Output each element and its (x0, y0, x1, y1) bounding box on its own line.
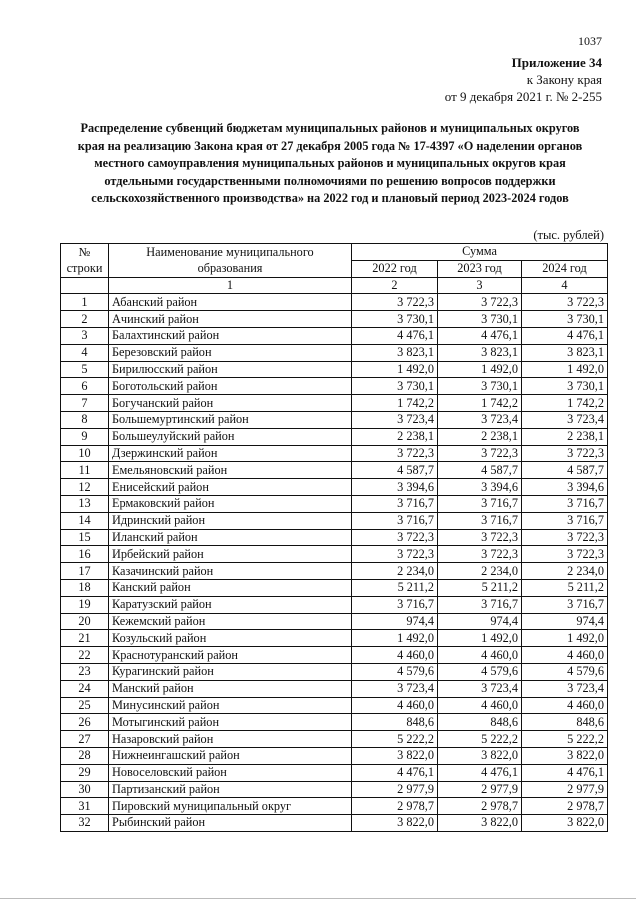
row-number-cell: 15 (61, 529, 109, 546)
amount-2022-cell: 3 723,4 (352, 411, 438, 428)
district-name-cell: Рыбинский район (109, 815, 352, 832)
amount-2024-cell: 4 579,6 (522, 663, 608, 680)
table-row (61, 311, 608, 328)
row-number-cell: 28 (61, 747, 109, 764)
row-number-cell: 13 (61, 495, 109, 512)
amount-2024-cell: 974,4 (522, 613, 608, 630)
amount-2024-cell: 3 722,3 (522, 294, 608, 311)
amount-2022-cell: 3 716,7 (352, 596, 438, 613)
district-name-cell: Кежемский район (109, 613, 352, 630)
amount-2024-cell: 3 730,1 (522, 311, 608, 328)
district-name-cell: Минусинский район (109, 697, 352, 714)
row-number-cell: 32 (61, 815, 109, 832)
amount-2024-cell: 1 492,0 (522, 630, 608, 647)
amount-2023-cell: 2 234,0 (438, 563, 522, 580)
amount-2022-cell: 2 977,9 (352, 781, 438, 798)
table-row (61, 395, 608, 412)
row-number-cell: 21 (61, 630, 109, 647)
amount-2024-cell: 3 722,3 (522, 445, 608, 462)
header-col-index (61, 277, 109, 294)
row-number-cell: 11 (61, 462, 109, 479)
appendix-title: Приложение 34 (511, 55, 602, 70)
amount-2024-cell: 4 476,1 (522, 764, 608, 781)
amount-2022-cell: 2 238,1 (352, 428, 438, 445)
amount-2023-cell: 4 476,1 (438, 327, 522, 344)
district-name-cell: Бирилюсский район (109, 361, 352, 378)
table-row (61, 697, 608, 714)
row-number-cell: 22 (61, 647, 109, 664)
header-no-symbol: № (78, 245, 91, 260)
header-sum: Сумма (352, 244, 608, 261)
amount-2023-cell: 4 460,0 (438, 697, 522, 714)
amount-2023-cell: 4 476,1 (438, 764, 522, 781)
amount-2024-cell: 3 823,1 (522, 344, 608, 361)
amount-2023-cell: 5 222,2 (438, 731, 522, 748)
district-name-cell: Пировский муниципальный округ (109, 798, 352, 815)
amount-2023-cell: 2 978,7 (438, 798, 522, 815)
row-number-cell: 27 (61, 731, 109, 748)
table-row (61, 781, 608, 798)
table-row (61, 495, 608, 512)
amount-2024-cell: 3 394,6 (522, 479, 608, 496)
district-name-cell: Дзержинский район (109, 445, 352, 462)
row-number-cell: 30 (61, 781, 109, 798)
amount-2024-cell: 2 977,9 (522, 781, 608, 798)
amount-2023-cell: 3 716,7 (438, 495, 522, 512)
district-name-cell: Манский район (109, 680, 352, 697)
amount-2022-cell: 5 222,2 (352, 731, 438, 748)
amount-2022-cell: 3 730,1 (352, 378, 438, 395)
amount-2022-cell: 2 978,7 (352, 798, 438, 815)
table-row (61, 563, 608, 580)
appendix-law: к Закону края (526, 72, 602, 87)
header-name (109, 244, 352, 278)
amount-2024-cell: 4 460,0 (522, 697, 608, 714)
amount-2024-cell: 848,6 (522, 714, 608, 731)
row-number-cell: 4 (61, 344, 109, 361)
amount-2024-cell: 5 222,2 (522, 731, 608, 748)
amount-2023-cell: 4 460,0 (438, 647, 522, 664)
amount-2022-cell: 3 722,3 (352, 294, 438, 311)
row-number-cell: 10 (61, 445, 109, 462)
amount-2022-cell: 4 579,6 (352, 663, 438, 680)
amount-2022-cell: 3 730,1 (352, 311, 438, 328)
row-number-cell: 6 (61, 378, 109, 395)
amount-2022-cell: 4 460,0 (352, 697, 438, 714)
table-row (61, 731, 608, 748)
table-row (61, 462, 608, 479)
header-year-2024: 2024 год (522, 260, 608, 277)
amount-2024-cell: 4 476,1 (522, 327, 608, 344)
row-number-cell: 1 (61, 294, 109, 311)
district-name-cell: Новоселовский район (109, 764, 352, 781)
row-number-cell: 8 (61, 411, 109, 428)
header-col-1: 1 (109, 277, 352, 294)
district-name-cell: Балахтинский район (109, 327, 352, 344)
row-number-cell: 20 (61, 613, 109, 630)
amount-2023-cell: 2 238,1 (438, 428, 522, 445)
amount-2024-cell: 3 722,3 (522, 546, 608, 563)
row-number-cell: 25 (61, 697, 109, 714)
amount-2022-cell: 3 722,3 (352, 546, 438, 563)
amount-2024-cell: 3 716,7 (522, 495, 608, 512)
row-number-cell: 9 (61, 428, 109, 445)
amount-2024-cell: 3 730,1 (522, 378, 608, 395)
amount-2024-cell: 3 822,0 (522, 815, 608, 832)
row-number-cell: 26 (61, 714, 109, 731)
header-col-4: 4 (522, 277, 608, 294)
district-name-cell: Канский район (109, 579, 352, 596)
amount-2023-cell: 3 716,7 (438, 596, 522, 613)
title-line: местного самоуправления муниципальных районов и муниципальных округов края (94, 156, 566, 170)
amount-2022-cell: 3 822,0 (352, 815, 438, 832)
amount-2022-cell: 848,6 (352, 714, 438, 731)
table-row (61, 714, 608, 731)
header-name-line2: образования (197, 261, 263, 276)
appendix-block (445, 54, 602, 105)
table-row (61, 546, 608, 563)
row-number-cell: 14 (61, 512, 109, 529)
district-name-cell: Ачинский район (109, 311, 352, 328)
amount-2023-cell: 3 822,0 (438, 815, 522, 832)
amount-2024-cell: 2 238,1 (522, 428, 608, 445)
page-number: 1037 (578, 34, 602, 48)
table-row (61, 529, 608, 546)
header-col-2: 2 (352, 277, 438, 294)
amount-2024-cell: 2 234,0 (522, 563, 608, 580)
table-body (61, 294, 608, 832)
amount-2022-cell: 1 492,0 (352, 361, 438, 378)
table-row (61, 663, 608, 680)
amount-2022-cell: 4 587,7 (352, 462, 438, 479)
amount-2022-cell: 5 211,2 (352, 579, 438, 596)
district-name-cell: Краснотуранский район (109, 647, 352, 664)
amount-2023-cell: 3 723,4 (438, 411, 522, 428)
title-line: Распределение субвенций бюджетам муниципальных районов и муниципальных округов (80, 121, 580, 135)
amount-2024-cell: 3 822,0 (522, 747, 608, 764)
table-row (61, 361, 608, 378)
amount-2022-cell: 3 722,3 (352, 529, 438, 546)
header-name-line1: Наименование муниципального (146, 245, 314, 260)
district-name-cell: Емельяновский район (109, 462, 352, 479)
amount-2023-cell: 3 730,1 (438, 378, 522, 395)
header-year-2022: 2022 год (352, 260, 438, 277)
row-number-cell: 19 (61, 596, 109, 613)
district-name-cell: Нижнеингашский район (109, 747, 352, 764)
amount-2024-cell: 3 722,3 (522, 529, 608, 546)
amount-2023-cell: 974,4 (438, 613, 522, 630)
district-name-cell: Ермаковский район (109, 495, 352, 512)
table-row (61, 764, 608, 781)
amount-2023-cell: 5 211,2 (438, 579, 522, 596)
row-number-cell: 31 (61, 798, 109, 815)
amount-2024-cell: 5 211,2 (522, 579, 608, 596)
district-name-cell: Иланский район (109, 529, 352, 546)
district-name-cell: Ирбейский район (109, 546, 352, 563)
table-row (61, 579, 608, 596)
row-number-cell: 2 (61, 311, 109, 328)
amount-2023-cell: 3 723,4 (438, 680, 522, 697)
amount-2022-cell: 3 716,7 (352, 495, 438, 512)
district-name-cell: Абанский район (109, 294, 352, 311)
table-row (61, 680, 608, 697)
amount-2022-cell: 3 823,1 (352, 344, 438, 361)
table-row (61, 596, 608, 613)
district-name-cell: Каратузский район (109, 596, 352, 613)
amount-2022-cell: 3 716,7 (352, 512, 438, 529)
row-number-cell: 16 (61, 546, 109, 563)
amount-2022-cell: 3 722,3 (352, 445, 438, 462)
amount-2023-cell: 4 579,6 (438, 663, 522, 680)
table-row (61, 344, 608, 361)
amount-2024-cell: 3 723,4 (522, 680, 608, 697)
district-name-cell: Идринский район (109, 512, 352, 529)
amount-2023-cell: 3 722,3 (438, 445, 522, 462)
table-row (61, 378, 608, 395)
header-col-3: 3 (438, 277, 522, 294)
header-no-label: строки (66, 261, 103, 276)
amount-2022-cell: 974,4 (352, 613, 438, 630)
table-row (61, 294, 608, 311)
amount-2022-cell: 4 460,0 (352, 647, 438, 664)
table-row (61, 613, 608, 630)
units-label: (тыс. рублей) (533, 228, 604, 242)
amount-2023-cell: 3 730,1 (438, 311, 522, 328)
amount-2023-cell: 3 822,0 (438, 747, 522, 764)
amount-2024-cell: 3 716,7 (522, 596, 608, 613)
amount-2023-cell: 2 977,9 (438, 781, 522, 798)
district-name-cell: Большемуртинский район (109, 411, 352, 428)
table-row (61, 479, 608, 496)
amount-2023-cell: 4 587,7 (438, 462, 522, 479)
district-name-cell: Казачинский район (109, 563, 352, 580)
amount-2024-cell: 3 716,7 (522, 512, 608, 529)
table-row (61, 747, 608, 764)
amount-2023-cell: 848,6 (438, 714, 522, 731)
district-name-cell: Партизанский район (109, 781, 352, 798)
title-line: отдельными государственными полномочиями по решению вопросов поддержки (104, 173, 556, 188)
district-name-cell: Богучанский район (109, 395, 352, 412)
row-number-cell: 17 (61, 563, 109, 580)
table-row (61, 445, 608, 462)
district-name-cell: Курагинский район (109, 663, 352, 680)
header-row-number (61, 244, 109, 278)
district-name-cell: Козульский район (109, 630, 352, 647)
row-number-cell: 7 (61, 395, 109, 412)
row-number-cell: 5 (61, 361, 109, 378)
row-number-cell: 12 (61, 479, 109, 496)
amount-2022-cell: 3 723,4 (352, 680, 438, 697)
district-name-cell: Назаровский район (109, 731, 352, 748)
amount-2023-cell: 1 742,2 (438, 395, 522, 412)
row-number-cell: 29 (61, 764, 109, 781)
amount-2023-cell: 3 823,1 (438, 344, 522, 361)
district-name-cell: Березовский район (109, 344, 352, 361)
amount-2022-cell: 4 476,1 (352, 327, 438, 344)
amount-2024-cell: 1 742,2 (522, 395, 608, 412)
district-name-cell: Енисейский район (109, 479, 352, 496)
row-number-cell: 3 (61, 327, 109, 344)
table-row (61, 798, 608, 815)
row-number-cell: 18 (61, 579, 109, 596)
subsidy-table (60, 243, 608, 832)
amount-2022-cell: 1 742,2 (352, 395, 438, 412)
amount-2024-cell: 4 460,0 (522, 647, 608, 664)
amount-2023-cell: 3 722,3 (438, 529, 522, 546)
table-row (61, 815, 608, 832)
district-name-cell: Боготольский район (109, 378, 352, 395)
amount-2023-cell: 3 716,7 (438, 512, 522, 529)
amount-2022-cell: 2 234,0 (352, 563, 438, 580)
amount-2022-cell: 3 822,0 (352, 747, 438, 764)
title-line: края на реализацию Закона края от 27 декабря 2005 года № 17-4397 «О наделении органов (77, 138, 583, 153)
amount-2022-cell: 3 394,6 (352, 479, 438, 496)
table-row (61, 630, 608, 647)
table-row (61, 411, 608, 428)
title-line: сельскохозяйственного производства» на 2022 год и плановый период 2023-2024 годов (91, 191, 569, 205)
table-row (61, 327, 608, 344)
amount-2022-cell: 1 492,0 (352, 630, 438, 647)
district-name-cell: Мотыгинский район (109, 714, 352, 731)
amount-2023-cell: 3 722,3 (438, 546, 522, 563)
amount-2024-cell: 3 723,4 (522, 411, 608, 428)
amount-2023-cell: 3 394,6 (438, 479, 522, 496)
district-name-cell: Большеулуйский район (109, 428, 352, 445)
amount-2023-cell: 1 492,0 (438, 630, 522, 647)
amount-2024-cell: 1 492,0 (522, 361, 608, 378)
document-title (60, 120, 600, 208)
table-row (61, 428, 608, 445)
row-number-cell: 23 (61, 663, 109, 680)
row-number-cell: 24 (61, 680, 109, 697)
header-year-2023: 2023 год (438, 260, 522, 277)
table-row (61, 647, 608, 664)
page-edge (0, 898, 636, 901)
amount-2024-cell: 2 978,7 (522, 798, 608, 815)
table-row (61, 512, 608, 529)
amount-2022-cell: 4 476,1 (352, 764, 438, 781)
amount-2023-cell: 1 492,0 (438, 361, 522, 378)
amount-2023-cell: 3 722,3 (438, 294, 522, 311)
appendix-date: от 9 декабря 2021 г. № 2-255 (444, 89, 602, 104)
amount-2024-cell: 4 587,7 (522, 462, 608, 479)
